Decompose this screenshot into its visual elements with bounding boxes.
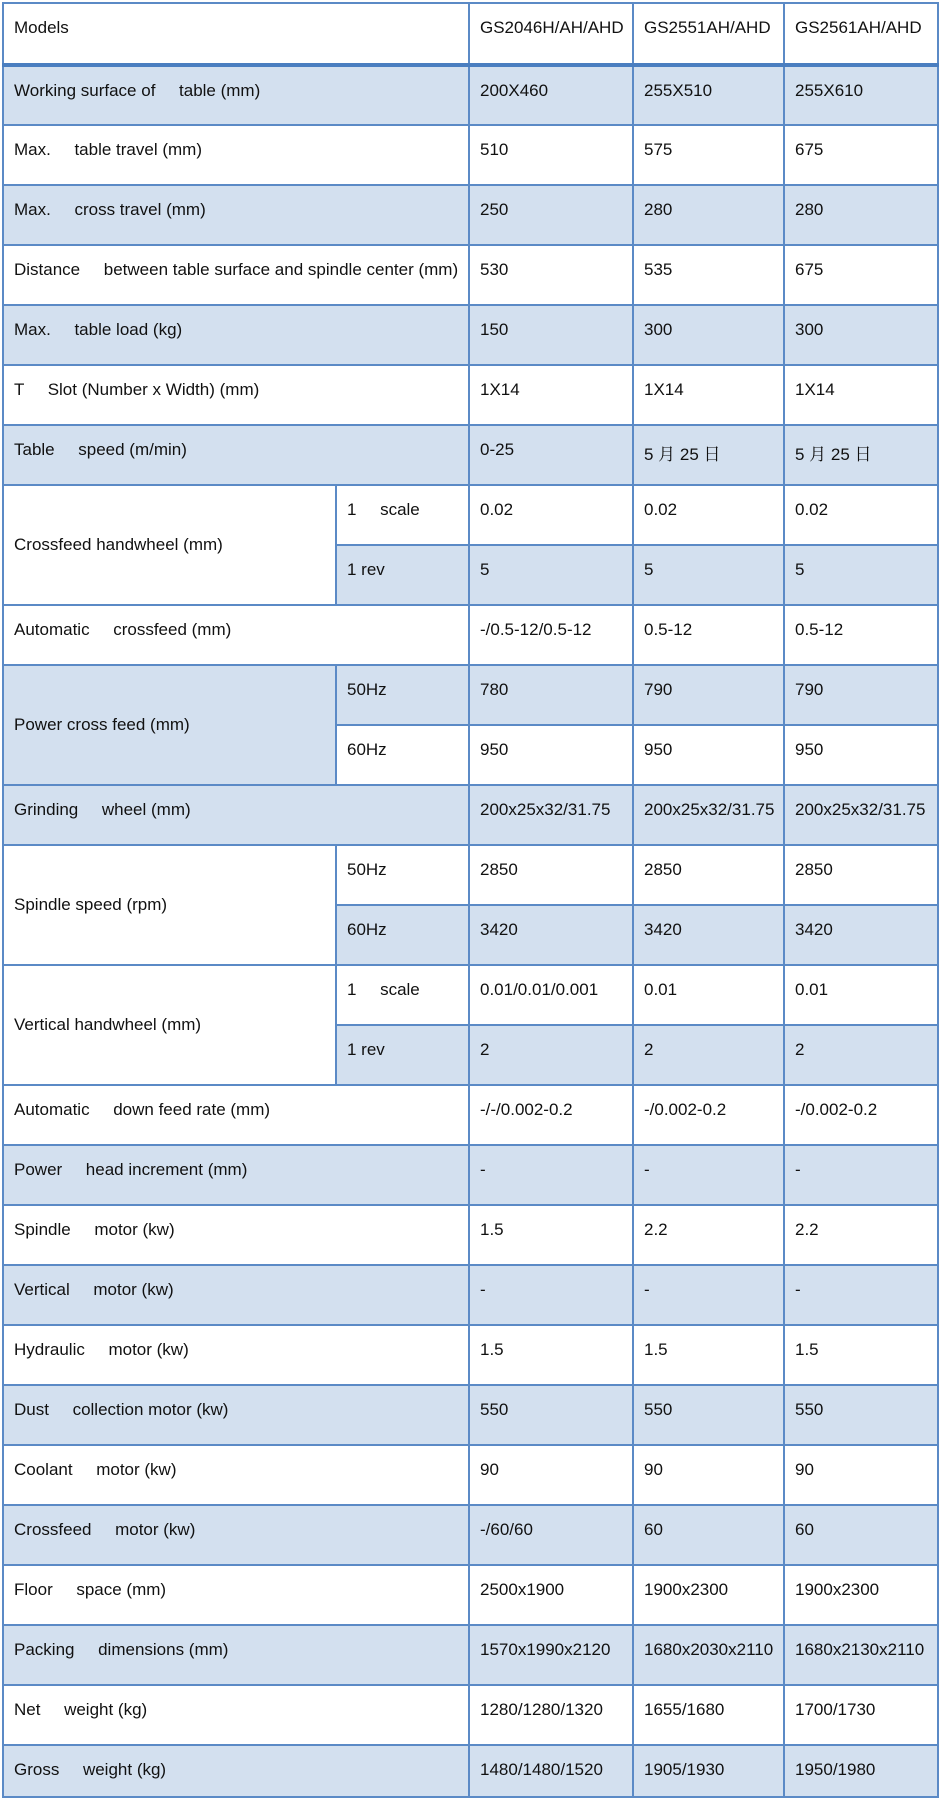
sub-label: 60Hz (336, 725, 469, 785)
row-label: Hydraulic motor (kw) (3, 1325, 469, 1385)
value-cell: 550 (469, 1385, 633, 1445)
value-cell: 280 (633, 185, 784, 245)
value-cell: 780 (469, 665, 633, 725)
value-cell: 0.02 (784, 485, 938, 545)
value-cell: 1.5 (633, 1325, 784, 1385)
table-header-row (3, 3, 938, 65)
row-label: Floor space (mm) (3, 1565, 469, 1625)
value-cell: 550 (784, 1385, 938, 1445)
row-label: Crossfeed motor (kw) (3, 1505, 469, 1565)
table-row (3, 365, 938, 425)
table-row (3, 1145, 938, 1205)
value-cell: 2 (633, 1025, 784, 1085)
value-cell: 550 (633, 1385, 784, 1445)
value-cell: 1570x1990x2120 (469, 1625, 633, 1685)
value-cell: 950 (784, 725, 938, 785)
value-cell: 0.01/0.01/0.001 (469, 965, 633, 1025)
row-label: Crossfeed handwheel (mm) (3, 485, 336, 605)
table-row (3, 305, 938, 365)
value-cell: 250 (469, 185, 633, 245)
value-cell: 5 月 25 日 (633, 425, 784, 485)
value-cell: 0.5-12 (633, 605, 784, 665)
row-label: Gross weight (kg) (3, 1745, 469, 1797)
value-cell: 950 (469, 725, 633, 785)
table-row (3, 845, 938, 905)
spec-table-body (3, 3, 938, 1797)
table-row (3, 1265, 938, 1325)
value-cell: 90 (784, 1445, 938, 1505)
value-cell: 90 (633, 1445, 784, 1505)
table-row (3, 785, 938, 845)
value-cell: 1.5 (469, 1325, 633, 1385)
table-row (3, 1445, 938, 1505)
value-cell: 5 (784, 545, 938, 605)
row-label: Automatic crossfeed (mm) (3, 605, 469, 665)
value-cell: 90 (469, 1445, 633, 1505)
table-row (3, 65, 938, 125)
row-label: Grinding wheel (mm) (3, 785, 469, 845)
table-row (3, 1325, 938, 1385)
value-cell: 0.02 (633, 485, 784, 545)
value-cell: 200x25x32/31.75 (469, 785, 633, 845)
value-cell: 3420 (469, 905, 633, 965)
table-row (3, 1085, 938, 1145)
value-cell: 60 (784, 1505, 938, 1565)
table-row (3, 245, 938, 305)
value-cell: 1905/1930 (633, 1745, 784, 1797)
value-cell: - (469, 1145, 633, 1205)
row-label: Max. cross travel (mm) (3, 185, 469, 245)
value-cell: 1.5 (784, 1325, 938, 1385)
value-cell: 0-25 (469, 425, 633, 485)
table-row (3, 185, 938, 245)
table-row (3, 125, 938, 185)
value-cell: 1680x2030x2110 (633, 1625, 784, 1685)
value-cell: - (469, 1265, 633, 1325)
sub-label: 1 scale (336, 965, 469, 1025)
value-cell: 1655/1680 (633, 1685, 784, 1745)
row-label: Working surface of table (mm) (3, 65, 469, 125)
row-label: Dust collection motor (kw) (3, 1385, 469, 1445)
value-cell: 790 (784, 665, 938, 725)
value-cell: 2850 (784, 845, 938, 905)
table-row (3, 1625, 938, 1685)
value-cell: 575 (633, 125, 784, 185)
row-label: Distance between table surface and spindle center (mm) (3, 245, 469, 305)
sub-label: 60Hz (336, 905, 469, 965)
value-cell: -/-/0.002-0.2 (469, 1085, 633, 1145)
value-cell: 3420 (633, 905, 784, 965)
table-row (3, 485, 938, 545)
value-cell: 300 (784, 305, 938, 365)
value-cell: 200X460 (469, 65, 633, 125)
value-cell: 2850 (633, 845, 784, 905)
value-cell: 255X610 (784, 65, 938, 125)
row-label: Vertical handwheel (mm) (3, 965, 336, 1085)
value-cell: 950 (633, 725, 784, 785)
value-cell: 1900x2300 (784, 1565, 938, 1625)
value-cell: 1X14 (784, 365, 938, 425)
value-cell: 510 (469, 125, 633, 185)
value-cell: 1950/1980 (784, 1745, 938, 1797)
table-row (3, 425, 938, 485)
value-cell: 0.01 (633, 965, 784, 1025)
spec-table (2, 2, 939, 1798)
table-row (3, 1505, 938, 1565)
value-cell: 1.5 (469, 1205, 633, 1265)
value-cell: - (784, 1145, 938, 1205)
value-cell: 675 (784, 245, 938, 305)
value-cell: 200x25x32/31.75 (784, 785, 938, 845)
value-cell: 280 (784, 185, 938, 245)
value-cell: 3420 (784, 905, 938, 965)
sub-label: 1 rev (336, 1025, 469, 1085)
row-label: T Slot (Number x Width) (mm) (3, 365, 469, 425)
value-cell: 535 (633, 245, 784, 305)
value-cell: 2 (784, 1025, 938, 1085)
row-label: Coolant motor (kw) (3, 1445, 469, 1505)
value-cell: 5 月 25 日 (784, 425, 938, 485)
value-cell: 0.02 (469, 485, 633, 545)
value-cell: 2.2 (784, 1205, 938, 1265)
value-cell: - (633, 1265, 784, 1325)
value-cell: 1X14 (633, 365, 784, 425)
value-cell: 790 (633, 665, 784, 725)
table-row (3, 1745, 938, 1797)
row-label: Spindle motor (kw) (3, 1205, 469, 1265)
row-label: Power head increment (mm) (3, 1145, 469, 1205)
header-cell: GS2046H/AH/AHD (469, 3, 633, 65)
row-label: Max. table travel (mm) (3, 125, 469, 185)
value-cell: 1680x2130x2110 (784, 1625, 938, 1685)
value-cell: 530 (469, 245, 633, 305)
row-label: Net weight (kg) (3, 1685, 469, 1745)
value-cell: 675 (784, 125, 938, 185)
row-label: Spindle speed (rpm) (3, 845, 336, 965)
table-row (3, 605, 938, 665)
table-row (3, 965, 938, 1025)
header-cell: GS2551AH/AHD (633, 3, 784, 65)
value-cell: -/60/60 (469, 1505, 633, 1565)
row-label: Power cross feed (mm) (3, 665, 336, 785)
sub-label: 50Hz (336, 845, 469, 905)
table-row (3, 665, 938, 725)
table-row (3, 1385, 938, 1445)
sub-label: 1 rev (336, 545, 469, 605)
value-cell: -/0.002-0.2 (633, 1085, 784, 1145)
sub-label: 50Hz (336, 665, 469, 725)
value-cell: 5 (469, 545, 633, 605)
value-cell: 2.2 (633, 1205, 784, 1265)
table-row (3, 1685, 938, 1745)
value-cell: 0.01 (784, 965, 938, 1025)
value-cell: 150 (469, 305, 633, 365)
table-row (3, 1565, 938, 1625)
value-cell: -/0.002-0.2 (784, 1085, 938, 1145)
value-cell: -/0.5-12/0.5-12 (469, 605, 633, 665)
value-cell: 255X510 (633, 65, 784, 125)
value-cell: 0.5-12 (784, 605, 938, 665)
value-cell: 2500x1900 (469, 1565, 633, 1625)
value-cell: 1700/1730 (784, 1685, 938, 1745)
value-cell: 1X14 (469, 365, 633, 425)
value-cell: - (633, 1145, 784, 1205)
header-cell: Models (3, 3, 469, 65)
value-cell: 200x25x32/31.75 (633, 785, 784, 845)
row-label: Vertical motor (kw) (3, 1265, 469, 1325)
sub-label: 1 scale (336, 485, 469, 545)
value-cell: 300 (633, 305, 784, 365)
row-label: Table speed (m/min) (3, 425, 469, 485)
row-label: Packing dimensions (mm) (3, 1625, 469, 1685)
header-cell: GS2561AH/AHD (784, 3, 938, 65)
value-cell: 1480/1480/1520 (469, 1745, 633, 1797)
value-cell: 60 (633, 1505, 784, 1565)
value-cell: 5 (633, 545, 784, 605)
row-label: Automatic down feed rate (mm) (3, 1085, 469, 1145)
value-cell: 2 (469, 1025, 633, 1085)
value-cell: 2850 (469, 845, 633, 905)
value-cell: 1900x2300 (633, 1565, 784, 1625)
row-label: Max. table load (kg) (3, 305, 469, 365)
value-cell: 1280/1280/1320 (469, 1685, 633, 1745)
value-cell: - (784, 1265, 938, 1325)
table-row (3, 1205, 938, 1265)
